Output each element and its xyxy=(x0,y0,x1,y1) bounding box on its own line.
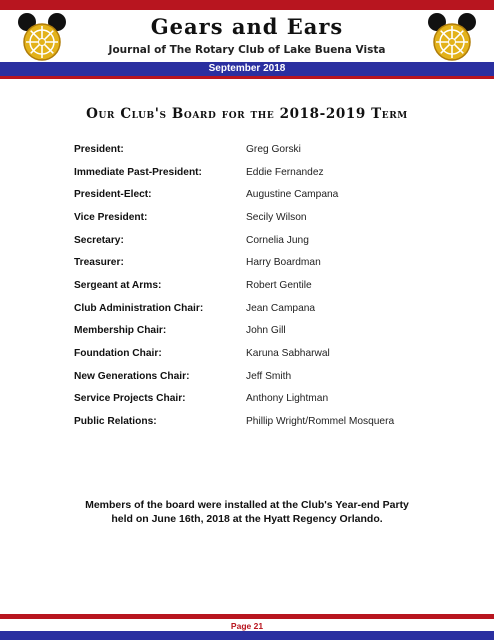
newsletter-subtitle: Journal of The Rotary Club of Lake Buena Vista xyxy=(108,44,386,56)
board-member-name: Phillip Wright/Rommel Mosquera xyxy=(246,416,395,428)
section-title: Our Club's Board for the 2018-2019 Term xyxy=(86,106,408,122)
installation-note-line: Members of the board were installed at the Club's Year-end Party xyxy=(85,499,409,511)
board-row xyxy=(74,183,454,206)
board-member-name: Cornelia Jung xyxy=(246,234,309,246)
board-role: President: xyxy=(74,143,124,155)
board-role: Public Relations: xyxy=(74,416,157,428)
board-role: Treasurer: xyxy=(74,257,124,269)
issue-date-bar xyxy=(0,62,494,76)
board-row xyxy=(74,297,454,320)
issue-date: September 2018 xyxy=(208,63,286,74)
board-row xyxy=(74,342,454,365)
board-role: Foundation Chair: xyxy=(74,348,162,360)
board-member-name: Eddie Fernandez xyxy=(246,166,324,178)
installation-note xyxy=(40,498,454,526)
board-member-name: Jeff Smith xyxy=(246,370,292,382)
board-member-name: John Gill xyxy=(246,325,286,337)
board-member-name: Jean Campana xyxy=(246,302,316,314)
top-red-band xyxy=(0,0,494,10)
board-row xyxy=(74,388,454,411)
board-role: President-Elect: xyxy=(74,189,152,201)
board-row xyxy=(74,274,454,297)
page-number: Page 21 xyxy=(230,621,264,631)
board-row xyxy=(74,229,454,252)
board-role: Service Projects Chair: xyxy=(74,393,186,405)
newsletter-title: Gears and Ears xyxy=(150,14,344,39)
installation-note-line: held on June 16th, 2018 at the Hyatt Regency Orlando. xyxy=(111,513,383,525)
board-role: Sergeant at Arms: xyxy=(74,279,162,291)
board-role: Secretary: xyxy=(74,234,124,246)
board-member-name: Anthony Lightman xyxy=(246,393,329,405)
board-member-name: Harry Boardman xyxy=(246,257,321,269)
board-row xyxy=(74,320,454,343)
board-row xyxy=(74,138,454,161)
board-member-name: Secily Wilson xyxy=(246,211,307,223)
board-row xyxy=(74,251,454,274)
board-role: New Generations Chair: xyxy=(74,370,190,382)
board-row xyxy=(74,161,454,184)
board-roster xyxy=(74,138,454,433)
board-role: Immediate Past-President: xyxy=(74,166,202,178)
date-bar-red-stripe xyxy=(0,76,494,79)
board-row xyxy=(74,206,454,229)
board-member-name: Augustine Campana xyxy=(246,189,339,201)
board-role: Vice President: xyxy=(74,211,148,223)
board-row xyxy=(74,410,454,433)
board-member-name: Karuna Sabharwal xyxy=(246,348,330,360)
board-role: Club Administration Chair: xyxy=(74,302,204,314)
board-role: Membership Chair: xyxy=(74,325,167,337)
board-row xyxy=(74,365,454,388)
bottom-red-band xyxy=(0,614,494,619)
bottom-blue-band xyxy=(0,631,494,640)
board-member-name: Robert Gentile xyxy=(246,279,312,291)
board-member-name: Greg Gorski xyxy=(246,143,301,155)
